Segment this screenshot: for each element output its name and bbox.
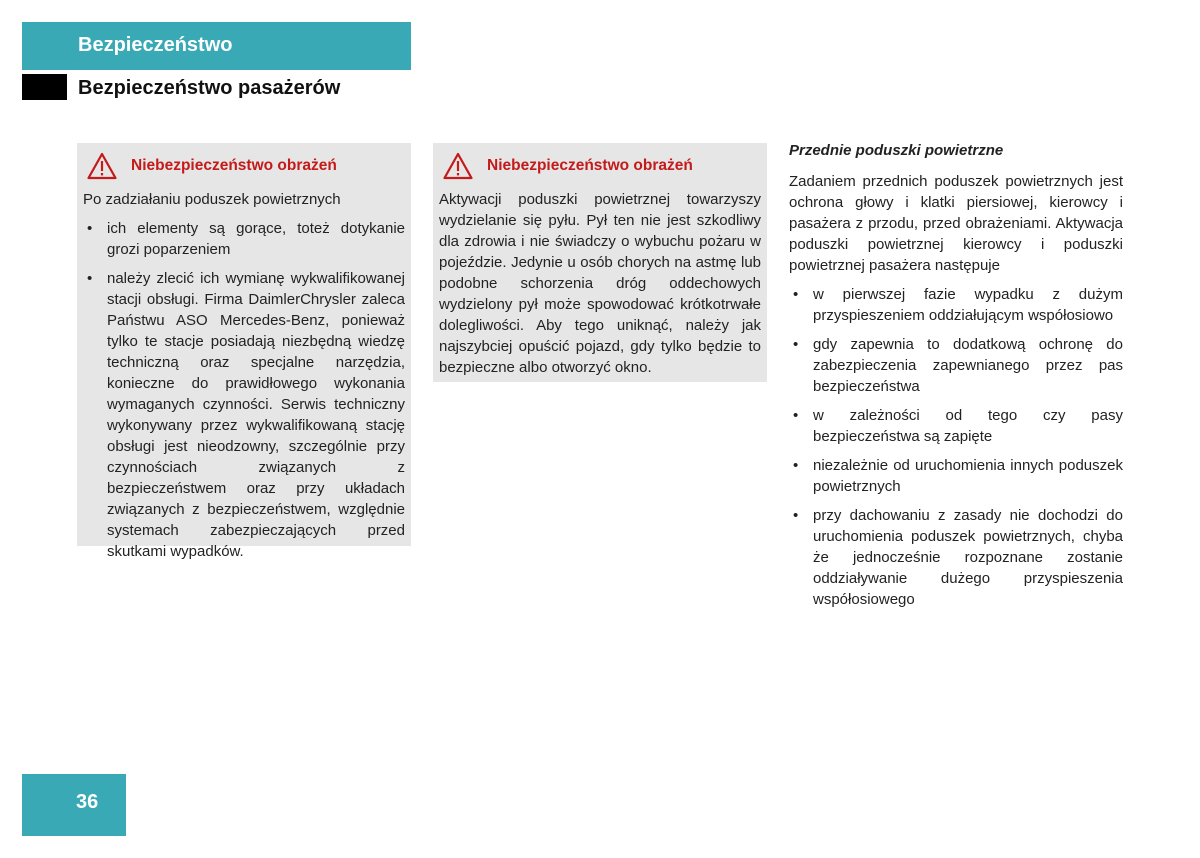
- airbag-list: [789, 284, 1123, 610]
- warning-triangle-icon: [443, 152, 473, 180]
- list-item: • w zależności od tego czy pasy bezpieczeństwa są zapięte: [789, 405, 1123, 447]
- list-item: • niezależnie od uruchomienia innych poduszek powietrznych: [789, 455, 1123, 497]
- subsection-marker: [22, 74, 67, 100]
- page-number: 36: [76, 791, 99, 813]
- warning-intro: Po zadziałaniu poduszek powietrznych: [83, 191, 341, 208]
- warning-triangle-icon: [87, 152, 117, 180]
- warning-title: Niebezpieczeństwo obrażeń: [487, 157, 693, 174]
- warning-title: Niebezpieczeństwo obrażeń: [131, 157, 337, 174]
- warning-box-burns: [77, 143, 411, 560]
- airbag-section-title: Przednie poduszki powietrzne: [789, 142, 1004, 159]
- airbag-intro: Zadaniem przednich poduszek powietrznych jest ochrona głowy i klatki piersiowej, kierowcy i pasażera z przodu, przed obrażeniami. Aktywacja poduszki powietrznej kierowcy i poduszki powietrznej pasażera następuje: [789, 173, 1123, 274]
- list-item: • w pierwszej fazie wypadku z dużym przyspieszeniem oddziałującym współosiowo: [789, 284, 1123, 326]
- list-item: • ich elementy są gorące, toteż dotykanie grozi poparzeniem: [83, 218, 405, 260]
- subsection-title: Bezpieczeństwo pasażerów: [78, 77, 341, 99]
- warning-box-dust: [433, 143, 767, 382]
- warning-list: [83, 218, 405, 562]
- airbag-section: [789, 141, 1123, 610]
- section-header: [22, 22, 411, 70]
- warning-header: [83, 143, 405, 189]
- warning-header: [439, 143, 761, 189]
- list-item: • gdy zapewnia to dodatkową ochronę do zabezpieczenia zapewnianego przez pas bezpieczeństwa: [789, 334, 1123, 397]
- list-item: • należy zlecić ich wymianę wykwalifikowanej stacji obsługi. Firma DaimlerChrysler zaleca Państwu ASO Mercedes-Benz, ponieważ tylko te stacje posiadają niezbędną wiedzę techniczną oraz specjalne narzędzia, konieczne do prawidłowego wykonania wymaganych czynności. Serwis techniczny wykonywany przez wykwalifikowaną stację obsługi jest nieodzowny, szczególnie przy czynnościach związanych z bezpieczeństwem oraz przy układach związanych z bezpieczeństwem, względnie systemach zabezpieczających przed skutkami wypadków.: [83, 268, 405, 562]
- list-item: • przy dachowaniu z zasady nie dochodzi do uruchomienia poduszek powietrznych, chyba że jednocześnie rozpoznane zostanie oddziaływanie dużego przyspieszenia współosiowego: [789, 505, 1123, 610]
- page-number-box: [22, 774, 126, 836]
- warning-text: Aktywacji poduszki powietrznej towarzyszy wydzielanie się pyłu. Pył ten nie jest szkodliwy dla zdrowia i nie świadczy o wybuchu pożaru w pojeździe. Jedynie u osób chorych na astmę lub podobne schorzenia dróg oddechowych wydzielony pył może spowodować krótkotrwałe dolegliwości. Aby tego uniknąć, należy jak najszybciej opuścić pojazd, gdy tylko będzie to bezpieczne albo otworzyć okno.: [439, 191, 761, 376]
- section-title: Bezpieczeństwo: [78, 34, 233, 56]
